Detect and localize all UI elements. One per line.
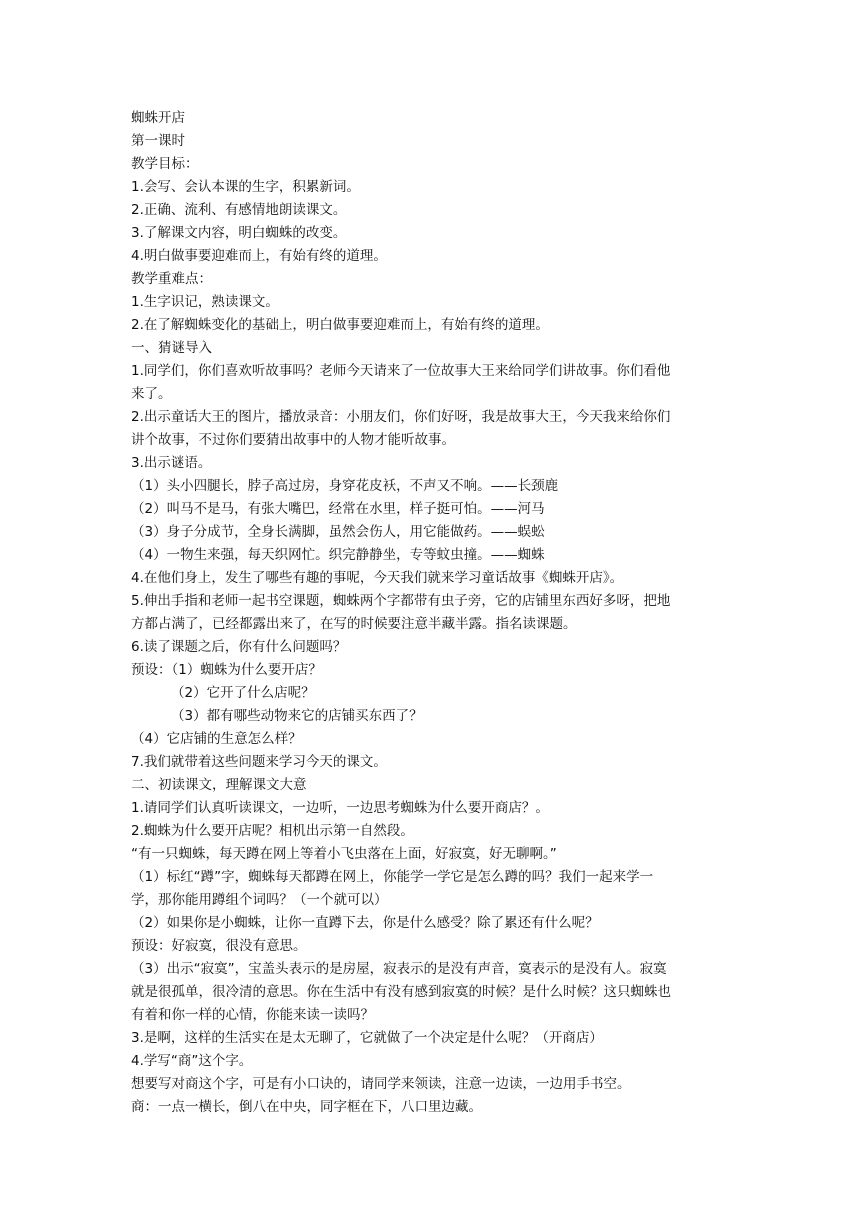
text-line: 6.读了课题之后，你有什么问题吗？	[131, 639, 347, 655]
text-line: （1）标红“蹲”字，蜘蛛每天都蹲在网上，你能学一学它是怎么蹲的吗？我们一起来学一	[131, 869, 654, 885]
text-line: 有着和你一样的心情，你能来读一读吗？	[131, 1007, 374, 1023]
text-line: 2.正确、流利、有感情地朗读课文。	[131, 202, 347, 218]
text-line: 就是很孤单，很冷清的意思。你在生活中有没有感到寂寞的时候？是什么时候？这只蜘蛛也	[131, 984, 671, 1000]
text-line: 4.学写“商”这个字。	[131, 1053, 253, 1069]
text-line: 2.蜘蛛为什么要开店呢？相机出示第一自然段。	[131, 823, 414, 839]
text-line: 1.会写、会认本课的生字，积累新词。	[131, 179, 360, 195]
text-line: 蜘蛛开店	[131, 110, 185, 126]
text-line: 讲个故事，不过你们要猜出故事中的人物才能听故事。	[131, 432, 455, 448]
text-line: 方都占满了，已经都露出来了，在写的时候要注意半藏半露。指名读课题。	[131, 616, 577, 632]
text-line: 3.是啊，这样的生活实在是太无聊了，它就做了一个决定是什么呢？（开商店）	[131, 1030, 603, 1046]
text-line: （3）都有哪些动物来它的店铺买东西了？	[171, 708, 423, 724]
text-line: 1.请同学们认真听读课文，一边听，一边思考蜘蛛为什么要开商店？。	[131, 800, 549, 816]
text-line: 7.我们就带着这些问题来学习今天的课文。	[131, 754, 387, 770]
text-line: （3）身子分成节，全身长满脚，虽然会伤人，用它能做药。——蜈蚣	[131, 524, 545, 540]
text-line: （4）一物生来强，每天织网忙。织完静静坐，专等蚊虫撞。——蜘蛛	[131, 547, 545, 563]
text-line: 预设：（1）蜘蛛为什么要开店？	[131, 662, 322, 678]
text-line: 1.同学们，你们喜欢听故事吗？老师今天请来了一位故事大王来给同学们讲故事。你们看他	[131, 363, 671, 379]
text-line: 3.出示谜语。	[131, 455, 212, 471]
text-line: （1）头小四腿长，脖子高过房，身穿花皮袄，不声又不响。——长颈鹿	[131, 478, 559, 494]
text-line: 2.出示童话大王的图片，播放录音：小朋友们，你们好呀，我是故事大王，今天我来给你们	[131, 409, 671, 425]
text-line: 4.在他们身上，发生了哪些有趣的事呢，今天我们就来学习童话故事《蜘蛛开店》。	[131, 570, 624, 586]
text-line: 学，那你能用蹲组个词吗？（一个就可以）	[131, 892, 388, 908]
text-line: 3.了解课文内容，明白蜘蛛的改变。	[131, 225, 347, 241]
text-line: 2.在了解蜘蛛变化的基础上，明白做事要迎难而上，有始有终的道理。	[131, 317, 549, 333]
text-line: （3）出示“寂寞”，宝盖头表示的是房屋，寂表示的是没有声音，寞表示的是没有人。寂寞	[131, 961, 667, 977]
text-line: 预设：好寂寞，很没有意思。	[131, 938, 307, 954]
text-line: 教学目标：	[131, 156, 199, 172]
text-line: 1.生字识记，熟读课文。	[131, 294, 279, 310]
text-line: 4.明白做事要迎难而上，有始有终的道理。	[131, 248, 387, 264]
text-line: 来了。	[131, 386, 172, 402]
text-line: （4）它店铺的生意怎么样？	[131, 731, 302, 747]
text-line: 商：一点一横长，倒八在中央，同字框在下，八口里边藏。	[131, 1099, 482, 1115]
text-line: 教学重难点：	[131, 271, 212, 287]
text-line: 二、初读课文，理解课文大意	[131, 777, 307, 793]
text-line: “有一只蜘蛛，每天蹲在网上等着小飞虫落在上面，好寂寞，好无聊啊。”	[131, 846, 557, 862]
text-line: 5.伸出手指和老师一起书空课题，蜘蛛两个字都带有虫子旁，它的店铺里东西好多呀，把地	[131, 593, 671, 609]
text-line: （2）如果你是小蜘蛛，让你一直蹲下去，你是什么感受？除了累还有什么呢？	[131, 915, 599, 931]
text-line: 一、猜谜导入	[131, 340, 212, 356]
text-line: 想要写对商这个字，可是有小口诀的，请同学来领读，注意一边读，一边用手书空。	[131, 1076, 631, 1092]
document-body	[131, 107, 741, 1119]
text-line: 第一课时	[131, 133, 185, 149]
text-line: （2）叫马不是马，有张大嘴巴，经常在水里，样子挺可怕。——河马	[131, 501, 545, 517]
text-line: （2）它开了什么店呢？	[171, 685, 315, 701]
